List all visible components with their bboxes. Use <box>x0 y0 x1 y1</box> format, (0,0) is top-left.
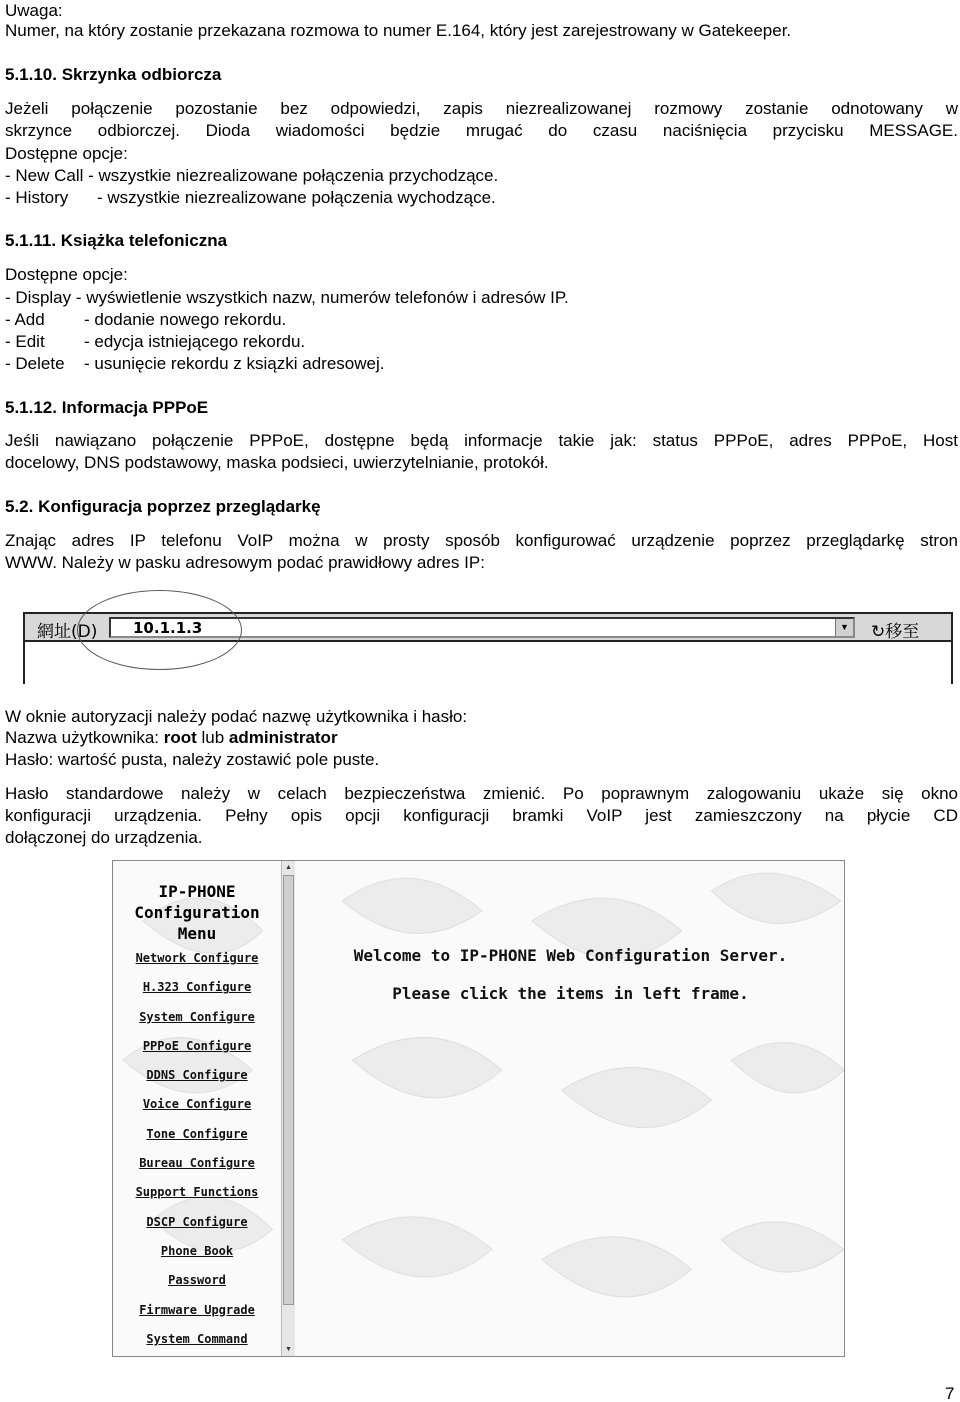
option-key: - Delete <box>5 354 65 373</box>
menu-link-pppoe-configure[interactable]: PPPoE Configure <box>142 1038 252 1053</box>
paragraph-line: dołączonej do urządzenia. <box>5 828 203 847</box>
menu-link-system-command[interactable]: System Command <box>146 1331 248 1346</box>
go-arrow-icon: ↻ <box>871 622 886 642</box>
option-desc: - edycja istniejącego rekordu. <box>84 332 306 351</box>
option-item: - New Call - wszystkie niezrealizowane połączenia przychodzące. <box>5 166 499 185</box>
paragraph-line: Hasło standardowe należy w celach bezpieczeństwa zmienić. Po poprawnym zalogowaniu ukaże się okno <box>5 784 958 803</box>
title-line: IP-PHONE <box>158 882 236 901</box>
option-key: - History <box>5 188 69 207</box>
paragraph-line: WWW. Należy w pasku adresowym podać prawidłowy adres IP: <box>5 553 485 572</box>
menu-link-password[interactable]: Password <box>168 1273 226 1288</box>
menu-link-voice-configure[interactable]: Voice Configure <box>142 1097 252 1112</box>
menu-link-h323-configure[interactable]: H.323 Configure <box>142 980 252 995</box>
go-button[interactable] <box>871 617 919 642</box>
option-key: - Add <box>5 310 45 329</box>
welcome-instruction: Please click the items in left frame. <box>392 984 749 1003</box>
options-label: Dostępne opcje: <box>5 265 128 284</box>
scrollbar-thumb[interactable] <box>283 875 294 1305</box>
section-number: 5.2. <box>5 497 34 516</box>
left-frame-scrollbar[interactable] <box>281 861 295 1356</box>
option-item: - Display - wyświetlenie wszystkich nazw, numerów telefonów i adresów IP. <box>5 288 569 307</box>
menu-link-system-configure[interactable]: System Configure <box>139 1009 255 1024</box>
option-item <box>5 309 286 331</box>
config-menu-title <box>113 881 281 944</box>
scroll-down-icon[interactable]: ▼ <box>285 1346 292 1353</box>
highlight-circle <box>77 590 242 670</box>
section-heading-5-1-10: 5.1.10. Skrzynka odbiorcza <box>5 65 222 84</box>
paragraph-line: Hasło: wartość pusta, należy zostawić pole puste. <box>5 750 380 769</box>
address-bar-figure <box>5 590 958 695</box>
section-title: Konfiguracja poprzez przeglądarkę <box>38 497 321 516</box>
username-root: root <box>163 728 197 747</box>
menu-link-dscp-configure[interactable]: DSCP Configure <box>146 1214 248 1229</box>
paragraph-line: Jeżeli połączenie pozostanie bez odpowiedzi, zapis niezrealizowanej rozmowy zostanie odnotowany w <box>5 99 958 118</box>
dropdown-arrow-icon[interactable]: ▼ <box>835 619 853 636</box>
address-label: 網址(D) <box>37 622 98 642</box>
username-label: Nazwa użytkownika: <box>5 728 164 747</box>
option-desc: - dodanie nowego rekordu. <box>84 310 287 329</box>
username-administrator: administrator <box>228 728 338 747</box>
menu-link-tone-configure[interactable]: Tone Configure <box>146 1126 248 1141</box>
menu-link-phone-book[interactable]: Phone Book <box>160 1243 234 1258</box>
config-menu <box>113 948 281 1357</box>
option-item <box>5 187 496 209</box>
paragraph-line: Znając adres IP telefonu VoIP można w prosty sposób konfigurować urządzenie poprzez przeglądarkę stron <box>5 531 958 550</box>
note-label: Uwaga: <box>5 1 63 20</box>
option-key: - Edit <box>5 332 45 351</box>
menu-link-support-functions[interactable]: Support Functions <box>135 1185 259 1200</box>
address-value: 10.1.1.3 <box>133 619 203 637</box>
section-heading-5-1-11: 5.1.11. Książka telefoniczna <box>5 231 228 250</box>
paragraph-line: W oknie autoryzacji należy podać nazwę użytkownika i hasło: <box>5 707 468 726</box>
option-desc: - usunięcie rekordu z ksiązki adresowej. <box>84 354 385 373</box>
note-body: Numer, na który zostanie przekazana rozmowa to numer E.164, który jest zarejestrowany w Gatekeeper. <box>5 21 792 40</box>
menu-link-network-configure[interactable]: Network Configure <box>135 951 259 965</box>
option-item <box>5 353 384 375</box>
paragraph-line: docelowy, DNS podstawowy, maska podsieci, uwierzytelnianie, protokół. <box>5 453 549 472</box>
paragraph-line: konfiguracji urządzenia. Pełny opis opcji konfiguracji bramki VoIP jest zamieszczony na płycie CD <box>5 806 958 825</box>
paragraph-line <box>5 727 338 749</box>
options-label: Dostępne opcje: <box>5 144 128 163</box>
go-label: 移至 <box>885 622 920 642</box>
username-or: lub <box>196 728 229 747</box>
left-frame <box>113 861 295 1356</box>
title-line: Menu <box>177 924 217 943</box>
section-heading-5-2 <box>5 496 321 518</box>
paragraph-line: skrzynce odbiorczej. Dioda wiadomości będzie mrugać do czasu naciśnięcia przycisku MESSAGE. <box>5 121 958 140</box>
title-line: Configuration <box>134 903 260 922</box>
welcome-message: Welcome to IP-PHONE Web Configuration Server. <box>353 946 788 965</box>
config-screenshot <box>112 860 845 1357</box>
paragraph-line: Jeśli nawiązano połączenie PPPoE, dostępne będą informacje takie jak: status PPPoE, adres PPPoE, Host <box>5 431 958 450</box>
section-heading-5-1-12: 5.1.12. Informacja PPPoE <box>5 398 209 417</box>
menu-link-bureau-configure[interactable]: Bureau Configure <box>139 1156 255 1171</box>
menu-link-firmware-upgrade[interactable]: Firmware Upgrade <box>139 1302 255 1317</box>
option-desc: - wszystkie niezrealizowane połączenia wychodzące. <box>97 188 496 207</box>
menu-link-ddns-configure[interactable]: DDNS Configure <box>146 1068 248 1083</box>
scroll-up-icon[interactable]: ▲ <box>285 864 292 871</box>
option-item <box>5 331 305 353</box>
page-number: 7 <box>945 1384 955 1402</box>
